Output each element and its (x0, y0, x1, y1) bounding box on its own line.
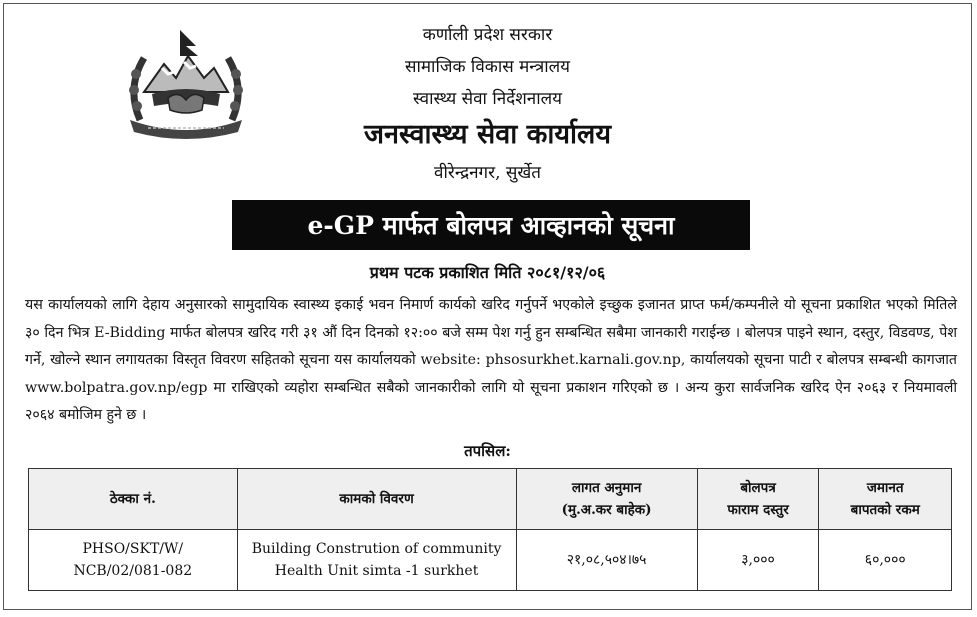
cell-security-deposit: ६०,००० (819, 530, 952, 591)
ministry-title: सामाजिक विकास मन्त्रालय (404, 57, 570, 77)
header-work-description (237, 469, 516, 530)
cell-work-description (237, 530, 516, 591)
contract-no-line2: NCB/02/081-082 (73, 563, 193, 579)
office-title: जनस्वास्थ्य सेवा कार्यालय (364, 119, 611, 150)
table-header-row (29, 469, 952, 530)
work-description-line2: Health Unit simta -1 surkhet (274, 563, 479, 579)
header-security-deposit-sublabel: बापतको रकम (850, 502, 920, 518)
header-contract-no (29, 469, 238, 530)
table-caption: तपसिल: (464, 442, 511, 460)
header-contract-no-label: ठेक्का नं. (109, 491, 156, 507)
header-bid-form-fee (697, 469, 819, 530)
publication-date: प्रथम पटक प्रकाशित मिति २०८१/१२/०६ (369, 263, 606, 282)
table-row (29, 530, 952, 591)
header-bid-form-fee-sublabel: फाराम दस्तुर (727, 502, 789, 518)
header-work-description-label: कामको विवरण (339, 491, 414, 507)
office-location: वीरेन्द्रनगर, सुर्खेत (434, 163, 541, 183)
header-security-deposit-label: जमानत (866, 480, 904, 496)
header-security-deposit (819, 469, 952, 530)
cell-cost-estimate: २१,०८,५०४।७५ (516, 530, 697, 591)
header-cost-estimate (516, 469, 697, 530)
cell-contract-no (29, 530, 238, 591)
tender-table (28, 468, 952, 591)
notice-page (3, 3, 972, 610)
header-bid-form-fee-label: बोलपत्र (740, 480, 776, 496)
notice-body-text: यस कार्यालयको लागि देहाय अनुसारको सामुदायिक स्वास्थ्य इकाई भवन निमार्ण कार्यको खरिद गर्नुपर्ने भएकोले इच्छुक इजानत प्राप्त फर्म/कम्पनीले यो सूचना प्रकाशित भएको मितिले ३० दिन भित्र E-Bidding मार्फत बोलपत्र खरिद गरी ३१ औं दिन दिनको १२:०० बजे सम्म पेश गर्नु हुन सम्बन्धित सबैमा जानकारी गराईन्छ । बोलपत्र पाइने स्थान, दस्तुर, विडवण्ड, पेश गर्ने, खोल्ने स्थान लगायतका विस्तृत विवरण सहितको सूचना यस कार्यालयको website: phsosurkhet.karnali.gov.np, कार्यालयको सूचना पाटी र बोलपत्र सम्बन्धी कागजात www.bolpatra.gov.np/egp मा राखिएको व्यहोरा सम्बन्धित सबैको जानकारीको लागि यो सूचना प्रकाशन गरिएको छ । अन्य कुरा सार्वजनिक खरिद ऐन २०६३ र नियमावली २०६४ बमोजिम हुने छ । (25, 297, 957, 424)
notice-banner-title: e-GP मार्फत बोलपत्र आव्हानको सूचना (307, 211, 675, 240)
province-government-title: कर्णाली प्रदेश सरकार (422, 25, 553, 45)
notice-banner (232, 200, 750, 250)
cell-bid-form-fee: ३,००० (697, 530, 819, 591)
work-description-line1: Building Constrution of community (251, 541, 502, 557)
header-cost-estimate-label: लागत अनुमान (571, 480, 642, 496)
header-cost-estimate-sublabel: (मु.अ.कर बाहेक) (561, 502, 652, 518)
contract-no-line1: PHSO/SKT/W/ (82, 541, 184, 557)
directorate-title: स्वास्थ्य सेवा निर्देशनालय (413, 89, 562, 109)
